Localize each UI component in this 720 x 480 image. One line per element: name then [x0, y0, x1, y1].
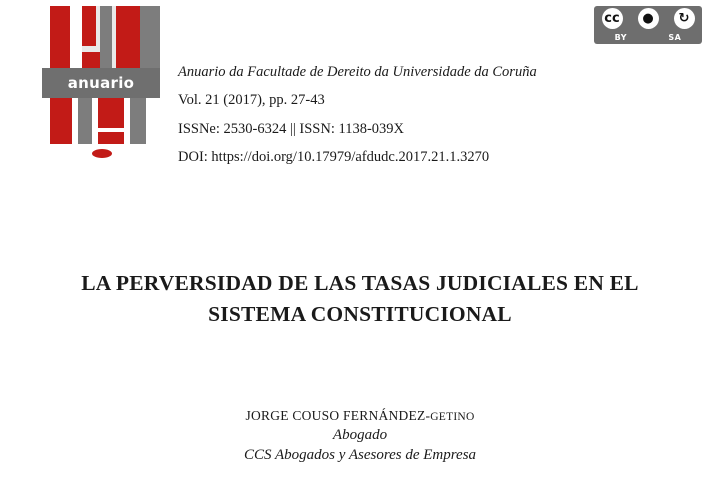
cover-shape-red-5 — [50, 98, 72, 144]
title-line-1: LA PERVERSIDAD DE LAS TASAS JUDICIALES EN EL — [81, 271, 639, 295]
cc-icon: cc — [602, 8, 623, 29]
cover-shape-red-7 — [98, 132, 124, 144]
cover-shape-red-2 — [82, 6, 96, 46]
cover-shape-red-4 — [82, 52, 100, 68]
title-line-2: SISTEMA CONSTITUCIONAL — [208, 302, 512, 327]
author-name-last: GETINO — [430, 411, 475, 423]
cover-shape-gray-4 — [130, 98, 146, 144]
cc-sa-label: SA — [668, 33, 682, 42]
journal-name: Anuario da Facultade de Dereito da Universidade da Coruña — [178, 64, 537, 80]
author-name-first: JORGE COUSO FERNÁNDEZ — [245, 408, 426, 423]
cc-sa-share-icon: ↻ — [674, 8, 695, 29]
cover-shape-red-1 — [50, 6, 70, 68]
author-affiliation: CCS Abogados y Asesores de Empresa — [243, 447, 477, 463]
volume-pages: Vol. 21 (2017), pp. 27-43 — [178, 92, 325, 109]
cc-badge-labels — [594, 31, 702, 44]
cover-shape-white-2 — [70, 6, 82, 68]
page-title — [0, 268, 720, 330]
issn-line: ISSNe: 2530-6324 || ISSN: 1138-039X — [178, 120, 404, 137]
cover-shape-gray-3 — [78, 98, 92, 144]
creative-commons-badge[interactable] — [594, 6, 702, 44]
article-header — [0, 0, 720, 180]
cover-shape-gray-1 — [100, 6, 112, 68]
author-block — [0, 408, 720, 464]
cc-by-person-icon: ● — [638, 8, 659, 29]
cover-shape-red-3 — [116, 6, 140, 68]
cover-shape-dot — [92, 149, 112, 158]
cover-label: anuario — [42, 68, 160, 98]
journal-cover-thumbnail — [42, 6, 160, 166]
cover-shape-gray-2 — [140, 6, 160, 68]
author-role: Abogado — [332, 427, 388, 443]
author-name — [0, 408, 720, 424]
author-name-separator: - — [425, 408, 431, 423]
doi-line[interactable]: DOI: https://doi.org/10.17979/afdudc.2017.21.1.3270 — [178, 148, 490, 165]
cover-shape-white-1 — [42, 6, 50, 68]
masthead — [178, 58, 638, 171]
cc-by-label: BY — [614, 33, 628, 42]
cover-shape-red-6 — [98, 98, 124, 128]
cc-badge-icons — [594, 6, 702, 31]
